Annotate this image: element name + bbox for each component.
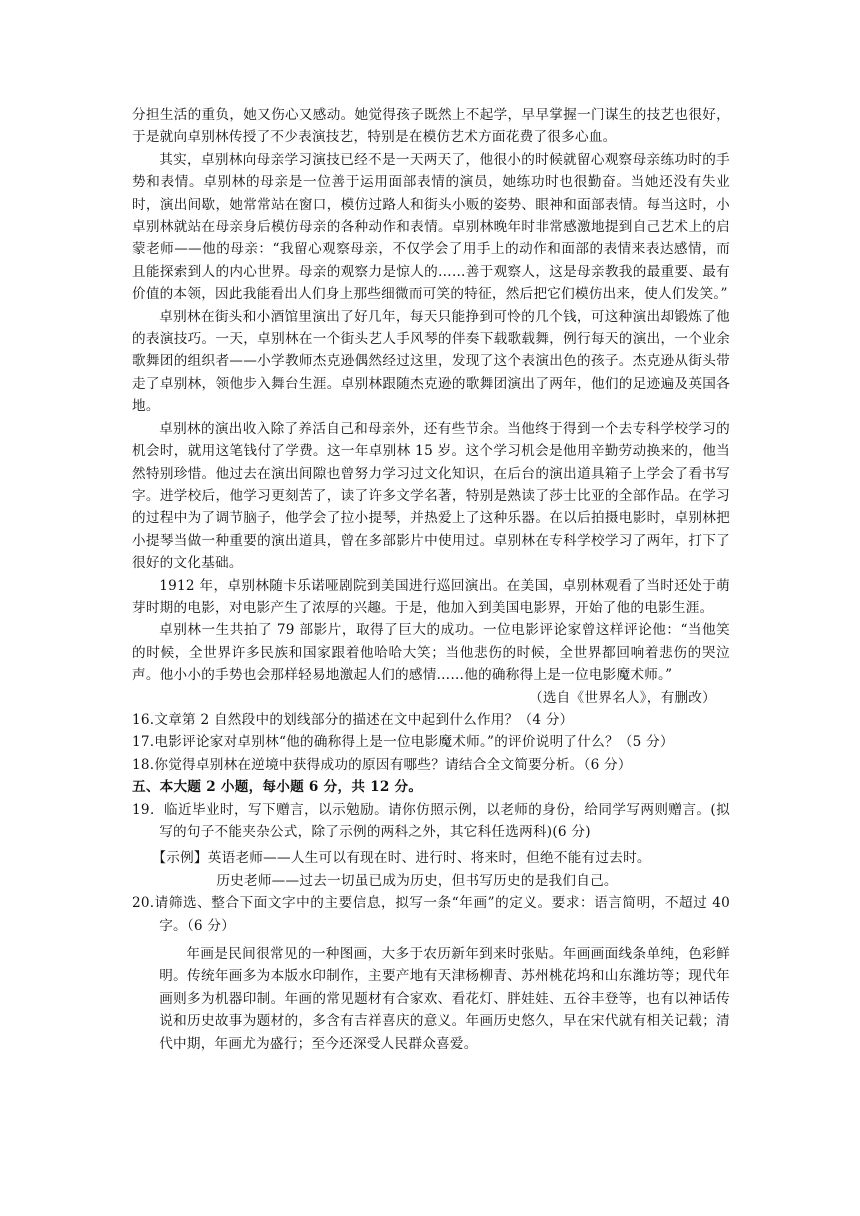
paragraph-4: 卓别林的演出收入除了养活自己和母亲外，还有些节余。当他终于得到一个去专科学校学习的机会时，就用这笔钱付了学费。这一年卓别林 15 岁。这个学习机会是他用辛勤劳动换来的，他当然特别珍惜。他过去在演出间隙也曾努力学习过文化知识，在后台的演出道具箱子上学会了看书写字。进学校后，他学习更刻苦了，读了许多文学名著，特别是熟读了莎士比亚的全部作品。在学习的过程中为了调节脑子，他学会了拉小提琴，并热爱上了这种乐器。在以后拍摄电影时，卓别林把小提琴当做一种重要的演出道具，曾在多部影片中使用过。卓别林在专科学校学习了两年，打下了很好的文化基础。	[132, 420, 730, 572]
question-17: 17.电影评论家对卓别林“他的确称得上是一位电影魔术师。”的评价说明了什么？（5 分）	[132, 734, 674, 751]
example-tag: 【示例】	[152, 850, 208, 867]
nianhua-passage: 年画是民间很常见的一种图画，大多于农历新年到来时张贴。年画画面线条单纯，色彩鲜明。传统年画多为本版水印制作，主要产地有天津杨柳青、苏州桃花坞和山东潍坊等；现代年画则多为机器印制。年画的常见题材有合家欢、看花灯、胖娃娃、五谷丰登等，也有以神话传说和历史故事为题材的，多含有吉祥喜庆的意义。年画历史悠久，早在宋代就有相关记载；清代中期，年画尤为盛行；至今还深受人民群众喜爱。	[159, 946, 730, 1052]
paragraph-6	[132, 619, 730, 706]
example-english: 英语老师——人生可以有现在时、进行时、将来时，但绝不能有过去时。	[207, 850, 651, 867]
example-line-1	[132, 847, 730, 869]
question-16: 16.文章第 2 自然段中的划线部分的描述在文中起到什么作用？（4 分）	[132, 711, 574, 728]
source-note: （选自《世界名人》，有删改）	[528, 689, 716, 706]
question-19: 19．临近毕业时，写下赠言，以示勉励。请你仿照示例，以老师的身份，给同学写两则赠言。(拟写的句子不能夹杂公式，除了示例的两科之外，其它科任选两科)(6 分)	[132, 801, 730, 840]
paragraph-6-text: 卓别林一生共拍了 79 部影片，取得了巨大的成功。一位电影评论家曾这样评论他：“当他笑的时候，全世界许多民族和国家跟着他哈哈大笑；当他悲伤的时候，全世界都回响着悲伤的哭泣声。他小小的手势也会那样轻易地激起人们的感情……他的确称得上是一位电影魔术师。”	[132, 622, 730, 684]
paragraph-2: 其实，卓别林向母亲学习演技已经不是一天两天了，他很小的时候就留心观察母亲练功时的手势和表情。卓别林的母亲是一位善于运用面部表情的演员，她练功时也很勤奋。当她还没有失业时，演出间歇，她常常站在窗口，模仿过路人和街头小贩的姿势、眼神和面部表情。每当这时，小卓别林就站在母亲身后模仿母亲的各种动作和表情。卓别林晚年时非常感激地提到自己艺术上的启蒙老师——他的母亲：“我留心观察母亲，不仅学会了用手上的动作和面部的表情来表达感情，而且能探索到人的内心世界。母亲的观察力是惊人的……善于观察人，这是母亲教我的最重要、最有价值的本领，因此我能看出人们身上那些细微而可笑的特征，然后把它们模仿出来，使人们发笑。”	[132, 151, 730, 303]
question-20: 20.请筛选、整合下面文字中的主要信息，拟写一条“年画”的定义。要求：语言简明，不超过 40 字。（6 分）	[132, 895, 730, 934]
document-page	[132, 104, 730, 1055]
section-five-title: 五、本大题 2 小题，每小题 6 分，共 12 分。	[132, 779, 423, 796]
paragraph-5: 1912 年，卓别林随卡乐诺哑剧院到美国进行巡回演出。在美国，卓别林观看了当时还处于萌芽时期的电影，对电影产生了浓厚的兴趣。于是，他加入到美国电影界，开始了他的电影生涯。	[132, 577, 730, 616]
example-line-2: 历史老师——过去一切虽已成为历史，但书写历史的是我们自己。	[216, 872, 618, 889]
paragraph-6-block	[132, 619, 730, 709]
paragraph-3: 卓别林在街头和小酒馆里演出了好几年，每天只能挣到可怜的几个钱，可这种演出却锻炼了他的表演技巧。一天，卓别林在一个街头艺人手风琴的伴奏下载歌载舞，例行每天的演出，一个业余歌舞团的组织者——小学教师杰克逊偶然经过这里，发现了这个表演出色的孩子。杰克逊从街头带走了卓别林，领他步入舞台生涯。卓别林跟随杰克逊的歌舞团演出了两年，他们的足迹遍及英国各地。	[132, 308, 730, 415]
question-18: 18.你觉得卓别林在逆境中获得成功的原因有哪些？请结合全文简要分析。（6 分）	[132, 756, 632, 773]
paragraph-continuation: 分担生活的重负，她又伤心又感动。她觉得孩子既然上不起学，早早掌握一门谋生的技艺也很好，于是就向卓别林传授了不少表演技艺，特别是在模仿艺术方面花费了很多心血。	[132, 107, 730, 146]
